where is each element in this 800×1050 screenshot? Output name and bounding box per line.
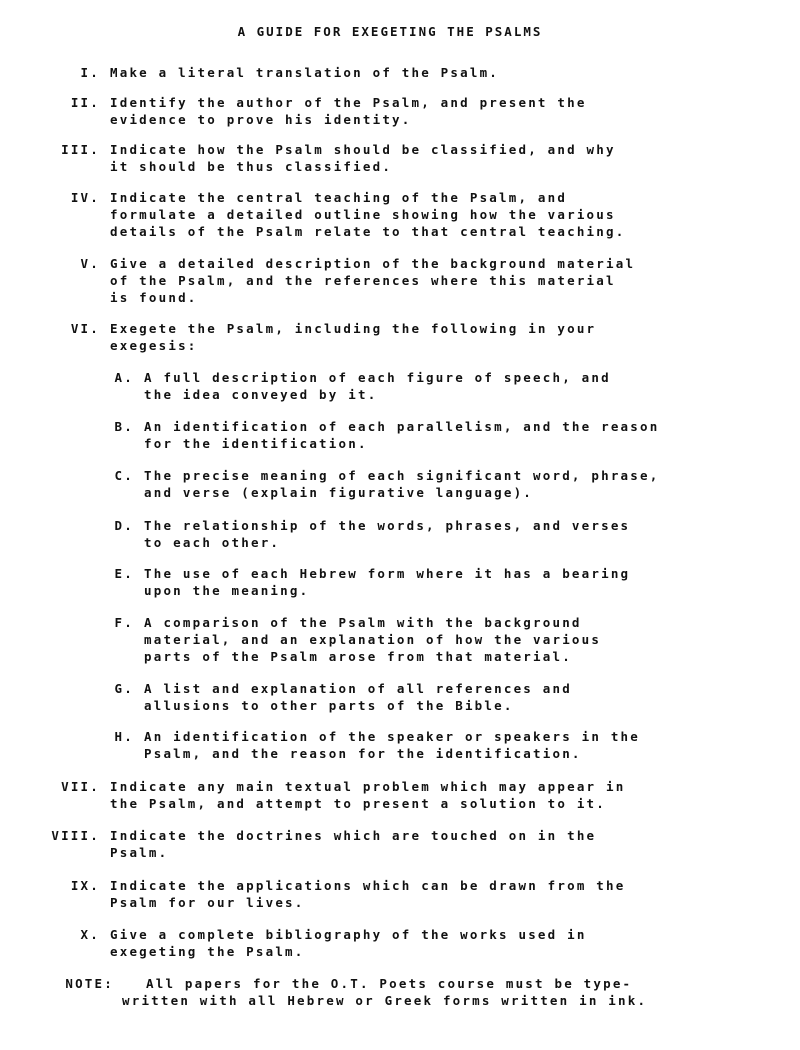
sub-item-text: The use of each Hebrew form where it has a bearing upon the meaning. xyxy=(144,566,631,598)
item-text: Indicate the doctrines which are touched on in the Psalm. xyxy=(110,828,597,860)
sub-item-letter: A. xyxy=(114,370,134,385)
item-number: III. xyxy=(61,142,100,157)
item-text: Identify the author of the Psalm, and present the evidence to prove his identity. xyxy=(110,95,587,127)
note-line-1: All papers for the O.T. Poets course must be type- xyxy=(146,976,633,991)
sub-item-text: A list and explanation of all references and allusions to other parts of the Bible. xyxy=(144,681,572,713)
item-text: Give a detailed description of the background material of the Psalm, and the references where this material is found. xyxy=(110,256,636,305)
sub-item-text: The precise meaning of each significant word, phrase, and verse (explain figurative language). xyxy=(144,468,660,500)
item-number: IX. xyxy=(70,878,100,893)
sub-item-text: A comparison of the Psalm with the background material, and an explanation of how the various parts of the Psalm arose from that material. xyxy=(144,615,602,664)
sub-item-letter: D. xyxy=(114,518,134,533)
document-title: A GUIDE FOR EXEGETING THE PSALMS xyxy=(237,24,543,39)
item-number: V. xyxy=(80,256,100,271)
item-text: Indicate any main textual problem which may appear in the Psalm, and attempt to present a solution to it. xyxy=(110,779,626,811)
item-text: Give a complete bibliography of the works used in exegeting the Psalm. xyxy=(110,927,587,959)
item-text: Indicate how the Psalm should be classified, and why it should be thus classified. xyxy=(110,142,616,174)
sub-item-letter: F. xyxy=(114,615,134,630)
sub-item-letter: E. xyxy=(114,566,134,581)
note-label: NOTE: xyxy=(65,976,114,991)
sub-item-text: An identification of the speaker or speakers in the Psalm, and the reason for the identification. xyxy=(144,729,641,761)
sub-item-letter: B. xyxy=(114,419,134,434)
sub-item-text: A full description of each figure of speech, and the idea conveyed by it. xyxy=(144,370,611,402)
sub-item-text: The relationship of the words, phrases, and verses to each other. xyxy=(144,518,631,550)
item-text: Exegete the Psalm, including the following in your exegesis: xyxy=(110,321,597,353)
note-line-2: written with all Hebrew or Greek forms written in ink. xyxy=(122,993,648,1008)
note-text xyxy=(122,975,782,1009)
sub-item-text: An identification of each parallelism, and the reason for the identification. xyxy=(144,419,660,451)
item-text: Indicate the applications which can be drawn from the Psalm for our lives. xyxy=(110,878,626,910)
item-number: VII. xyxy=(61,779,100,794)
item-number: I. xyxy=(80,65,100,80)
item-number: VI. xyxy=(70,321,100,336)
item-number: X. xyxy=(80,927,100,942)
item-number: VIII. xyxy=(51,828,100,843)
sub-item-letter: H. xyxy=(114,729,134,744)
item-number: IV. xyxy=(70,190,100,205)
item-text: Make a literal translation of the Psalm. xyxy=(110,65,500,80)
item-text: Indicate the central teaching of the Psalm, and formulate a detailed outline showing how the various details of the Psalm relate to that central teaching. xyxy=(110,190,626,239)
item-number: II. xyxy=(70,95,100,110)
sub-item-letter: G. xyxy=(114,681,134,696)
sub-item-letter: C. xyxy=(114,468,134,483)
